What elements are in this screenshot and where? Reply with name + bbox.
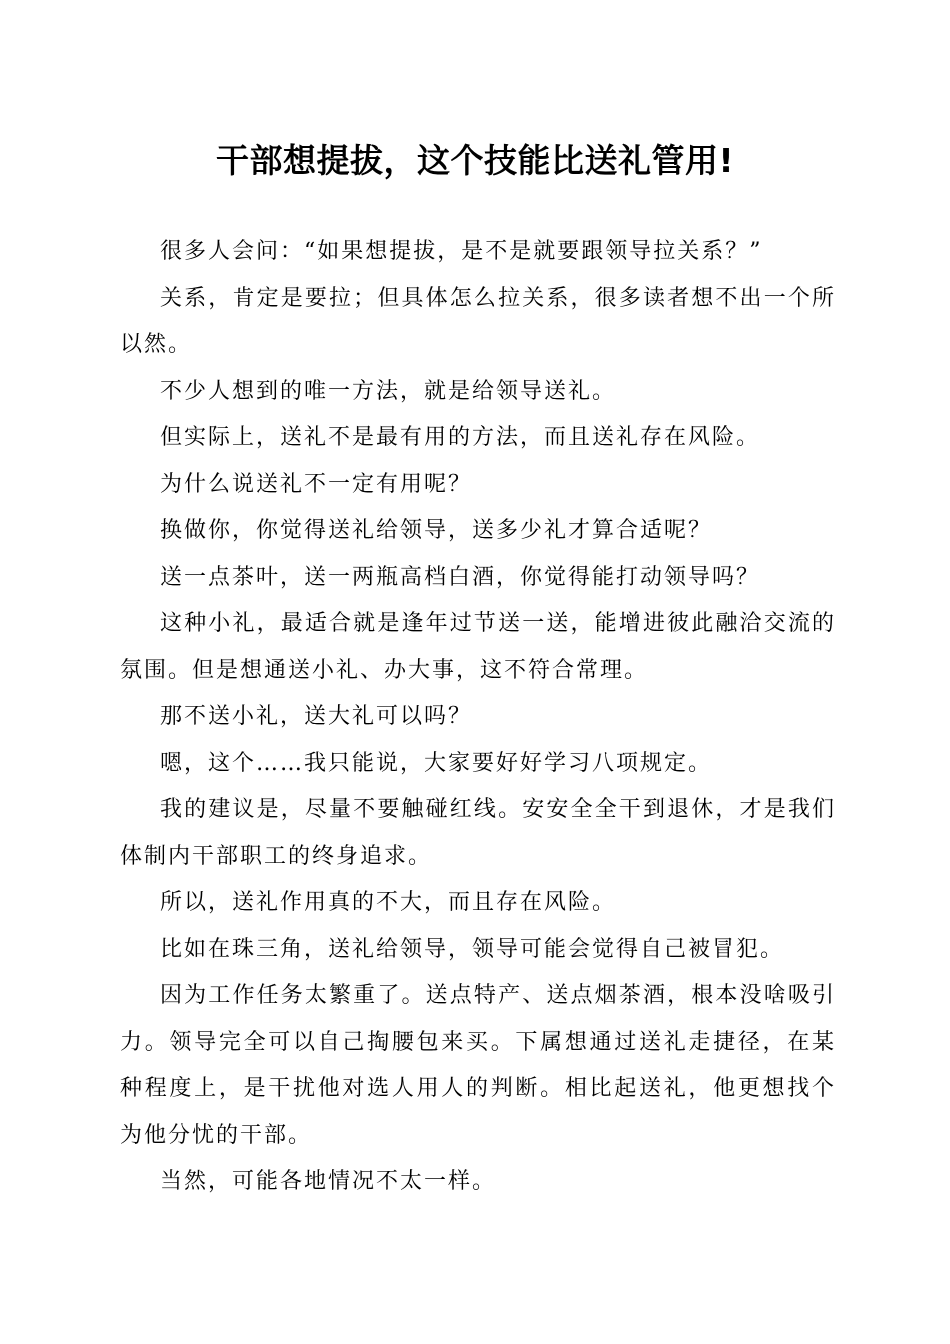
paragraph: 比如在珠三角，送礼给领导，领导可能会觉得自己被冒犯。 <box>160 936 785 962</box>
document-body <box>120 229 836 1206</box>
paragraph: 关系，肯定是要拉；但具体怎么拉关系，很多读者想不出一个所以然。 <box>120 285 836 357</box>
paragraph: 不少人想到的唯一方法，就是给领导送礼。 <box>160 378 617 404</box>
paragraph: 但实际上，送礼不是最有用的方法，而且送礼存在风险。 <box>160 425 761 450</box>
paragraph: 这种小礼，最适合就是逢年过节送一送，能增进彼此融洽交流的氛围。但是想通送小礼、办大事，这不符合常理。 <box>120 611 836 683</box>
paragraph: 所以，送礼作用真的不大，而且存在风险。 <box>160 890 617 915</box>
paragraph: 因为工作任务太繁重了。送点特产、送点烟茶酒，根本没啥吸引力。领导完全可以自己掏腰包来买。下属想通过送礼走捷径，在某种程度上，是干扰他对选人用人的判断。相比起送礼，他更想找个为他分忧的干部。 <box>120 983 836 1148</box>
paragraph: 当然，可能各地情况不太一样。 <box>160 1169 497 1194</box>
document-title: 干部想提拔，这个技能比送礼管用! <box>215 141 735 180</box>
paragraph: 换做你，你觉得送礼给领导，送多少礼才算合适呢？ <box>160 518 713 543</box>
paragraph: 为什么说送礼不一定有用呢？ <box>160 471 473 497</box>
paragraph: 我的建议是，尽量不要触碰红线。安安全全干到退休，才是我们体制内干部职工的终身追求。 <box>120 797 836 869</box>
paragraph: 很多人会问：“如果想提拔，是不是就要跟领导拉关系？” <box>160 239 763 264</box>
paragraph: 送一点茶叶，送一两瓶高档白酒，你觉得能打动领导吗？ <box>160 564 761 590</box>
paragraph: 那不送小礼，送大礼可以吗？ <box>160 704 473 729</box>
paragraph: 嗯，这个……我只能说，大家要好好学习八项规定。 <box>160 750 713 776</box>
